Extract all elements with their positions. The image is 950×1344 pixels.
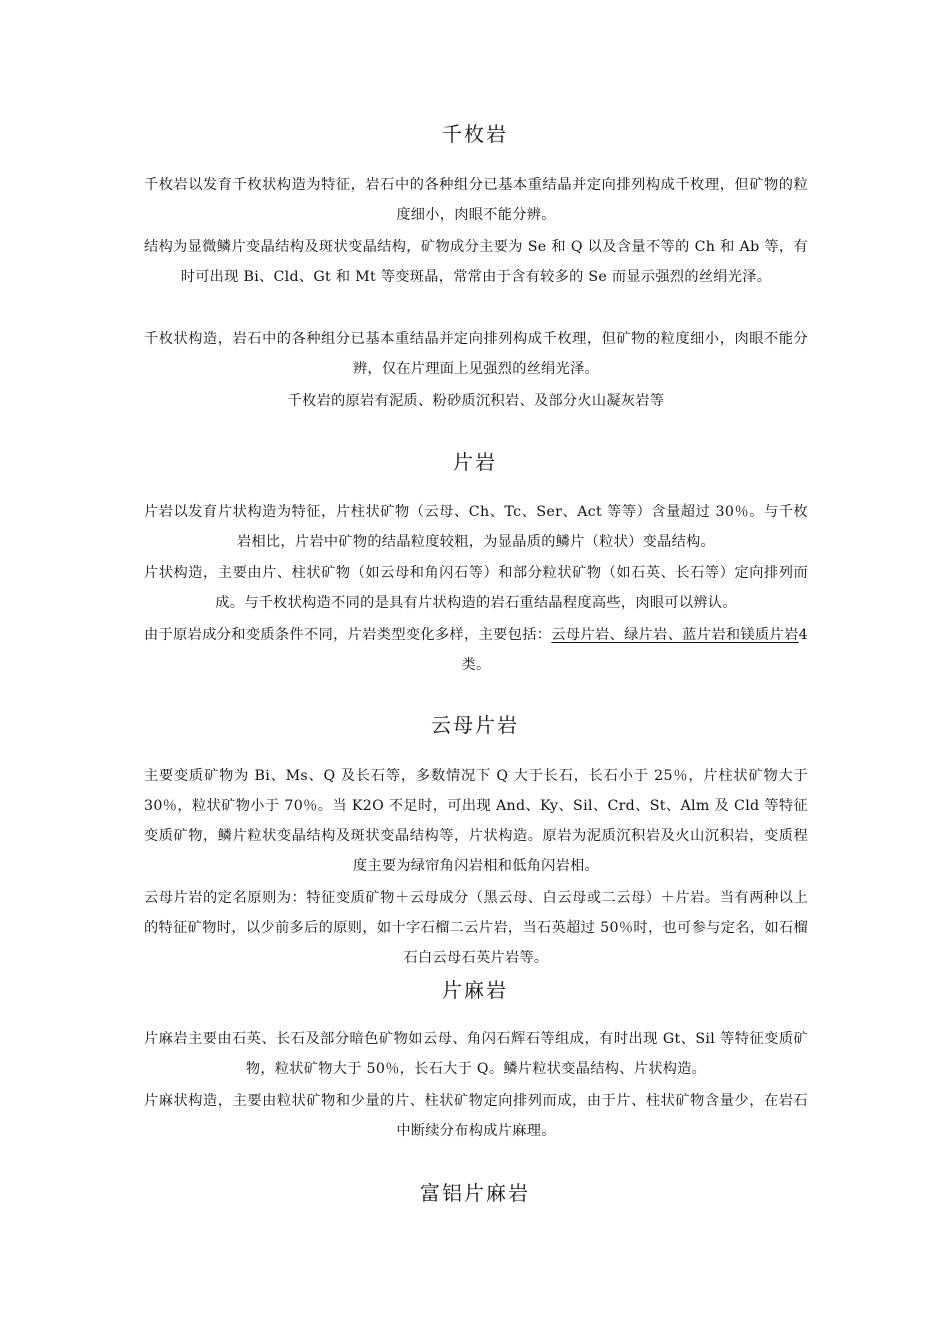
paragraph: 片岩以发育片状构造为特征，片柱状矿物（云母、Ch、Tc、Ser、Act 等等）含量超过 30％。与千枚岩相比，片岩中矿物的结晶粒度较粗，为显晶质的鳞片（粒状）变晶结构。 [144,504,808,550]
paragraph: 片状构造，主要由片、柱状矿物（如云母和角闪石等）和部分粒状矿物（如石英、长石等）定向排列而成。与千枚状构造不同的是具有片状构造的岩石重结晶程度高些，肉眼可以辨认。 [144,565,808,611]
section-title-schist: 片岩 [453,450,497,474]
section-title-aluminous-gneiss: 富铝片麻岩 [420,1181,530,1205]
paragraph: 云母片岩的定名原则为：特征变质矿物＋云母成分（黑云母、白云母或二云母）＋片岩。当有两种以上的特征矿物时，以少前多后的原则，如十字石榴二云片岩，当石英超过 50％时，也可参与定名，如石榴石白云母石英片岩等。 [144,890,808,966]
schist-types-intro: 由于原岩成分和变质条件不同，片岩类型变化多样，主要包括： [144,627,552,643]
paragraph: 千枚岩的原岩有泥质、粉砂质沉积岩、及部分火山凝灰岩等 [287,393,665,409]
schist-types-link[interactable]: 云母片岩、绿片岩、蓝片岩和镁质片岩 [551,627,799,643]
paragraph: 片麻状构造，主要由粒状矿物和少量的片、柱状矿物定向排列而成，由于片、柱状矿物含量少，在岩石中断续分布构成片麻理。 [144,1093,808,1139]
section-title-gneiss: 片麻岩 [442,978,508,1002]
section-title-phyllite: 千枚岩 [442,122,508,146]
schist-types-tail: 4 类。 [461,627,808,673]
paragraph: 千枚岩以发育千枚状构造为特征，岩石中的各种组分已基本重结晶并定向排列构成千枚理，但矿物的粒度细小，肉眼不能分辨。 [144,177,808,223]
paragraph: 片麻岩主要由石英、长石及部分暗色矿物如云母、角闪石辉石等组成，有时出现 Gt、Sil 等特征变质矿物，粒状矿物大于 50％，长石大于 Q。鳞片粒状变晶结构、片状构造。 [144,1031,808,1077]
paragraph: 主要变质矿物为 Bi、Ms、Q 及长石等，多数情况下 Q 大于长石，长石小于 25％，片柱状矿物大于 30％，粒状矿物小于 70％。当 K2O 不足时，可出现 And、Ky、Sil、Crd、St、Alm 及 Cld 等特征变质矿物，鳞片粒状变晶结构及斑状变晶结构等，片状构造。原岩为泥质沉积岩及火山沉积岩，变质程度主要为绿帘角闪岩相和低角闪岩相。 [144,768,808,874]
section-title-mica-schist: 云母片岩 [431,713,519,737]
schist-types-paragraph [144,620,808,680]
paragraph: 千枚状构造，岩石中的各种组分已基本重结晶并定向排列构成千枚理，但矿物的粒度细小，肉眼不能分辨，仅在片理面上见强烈的丝绢光泽。 [144,331,808,377]
paragraph: 结构为显微鳞片变晶结构及斑状变晶结构，矿物成分主要为 Se 和 Q 以及含量不等的 Ch 和 Ab 等，有时可出现 Bi、Cld、Gt 和 Mt 等变斑晶，常常由于含有较多的 Se 而显示强烈的丝绢光泽。 [144,239,808,285]
